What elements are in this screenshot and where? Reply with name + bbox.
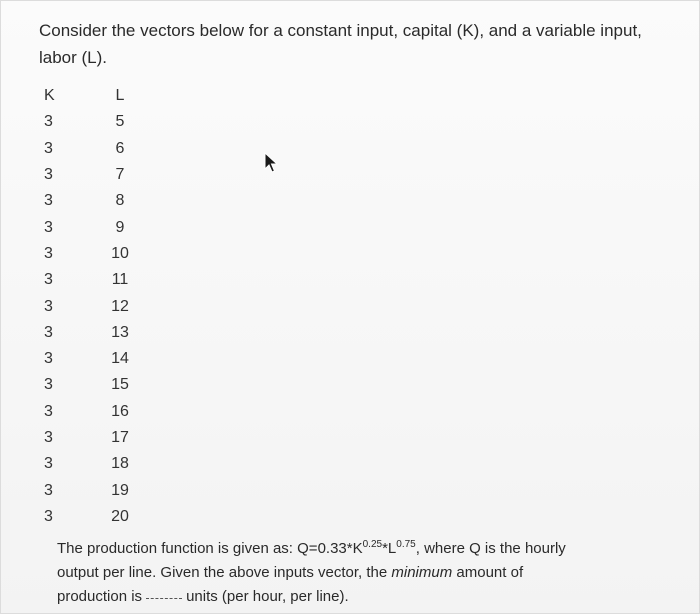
cell-k: 3: [44, 429, 53, 446]
cell-l: 16: [111, 402, 129, 420]
cell-k: 3: [44, 218, 53, 236]
table-row: [41, 214, 140, 240]
cell-k: 3: [44, 376, 53, 394]
formula-suffix: , where Q is the hourly: [415, 540, 566, 557]
minimum-emphasis: minimum: [391, 564, 453, 581]
question-line-2: [57, 561, 657, 585]
cell-k: 3: [44, 297, 53, 315]
cell-l: 6: [115, 139, 125, 157]
cell-k: 3: [44, 455, 53, 473]
cell-l: 11: [111, 271, 129, 289]
cell-k: 3: [44, 113, 53, 131]
table-row: [41, 399, 140, 425]
table-row: [41, 109, 140, 135]
intro-text: [39, 17, 679, 71]
cell-k: 3: [44, 139, 53, 157]
table-row: [41, 425, 140, 451]
table-row: [41, 136, 140, 162]
formula-prefix: The production function is given as: Q=0.33*K: [57, 540, 363, 557]
cell-l: 20: [111, 507, 129, 525]
table-row: [41, 451, 140, 477]
cell-l: 12: [111, 297, 129, 315]
question-line-1: [57, 537, 657, 561]
table-row: [41, 267, 140, 293]
cell-k: 3: [44, 192, 53, 210]
formula-mid: *L: [382, 540, 397, 557]
table-row: [41, 162, 140, 188]
mouse-pointer-icon: [263, 151, 279, 175]
question-line-3-end: units (per hour, per line).: [186, 588, 349, 605]
cell-l: 14: [111, 350, 129, 368]
table-row: [41, 188, 140, 214]
question-line-3: [57, 585, 657, 609]
question-line-2-start: output per line. Given the above inputs vector, the: [57, 564, 392, 581]
header-k: K: [44, 87, 55, 105]
table-row: [41, 504, 140, 530]
intro-line-1: Consider the vectors below for a constant input, capital (K), and a variable input,: [39, 21, 642, 40]
cell-k: 3: [44, 402, 53, 420]
table-row: [41, 293, 140, 319]
cell-l: 8: [115, 192, 125, 210]
cell-l: 15: [111, 376, 129, 394]
table-header-row: [41, 83, 140, 109]
header-l: L: [115, 87, 125, 105]
cell-l: 19: [111, 481, 129, 499]
cell-k: 3: [44, 244, 53, 262]
cell-k: 3: [44, 350, 53, 368]
table-row: [41, 241, 140, 267]
cell-k: 3: [44, 481, 53, 499]
question-line-2-end: amount of: [452, 564, 524, 581]
cell-k: 3: [44, 166, 53, 184]
cell-k: 3: [44, 323, 53, 341]
cell-l: 9: [115, 218, 125, 236]
l-exponent: 0.75: [396, 539, 416, 550]
table-row: [41, 346, 140, 372]
cell-l: 17: [111, 429, 129, 446]
cell-l: 10: [111, 244, 129, 262]
question-line-3-start: production is: [57, 588, 143, 605]
cell-l: 7: [115, 166, 125, 184]
question-text: [57, 537, 657, 609]
table-row: [41, 372, 140, 398]
table-row: [41, 477, 140, 503]
vector-table: [41, 83, 140, 530]
k-exponent: 0.25: [362, 539, 383, 550]
answer-blank[interactable]: [146, 598, 182, 599]
table-row: [41, 320, 140, 346]
cell-l: 18: [111, 455, 129, 473]
cell-k: 3: [44, 271, 53, 289]
cell-k: 3: [44, 507, 53, 525]
intro-line-2: labor (L).: [39, 48, 108, 67]
cell-l: 13: [111, 323, 129, 341]
cell-l: 5: [115, 113, 125, 131]
